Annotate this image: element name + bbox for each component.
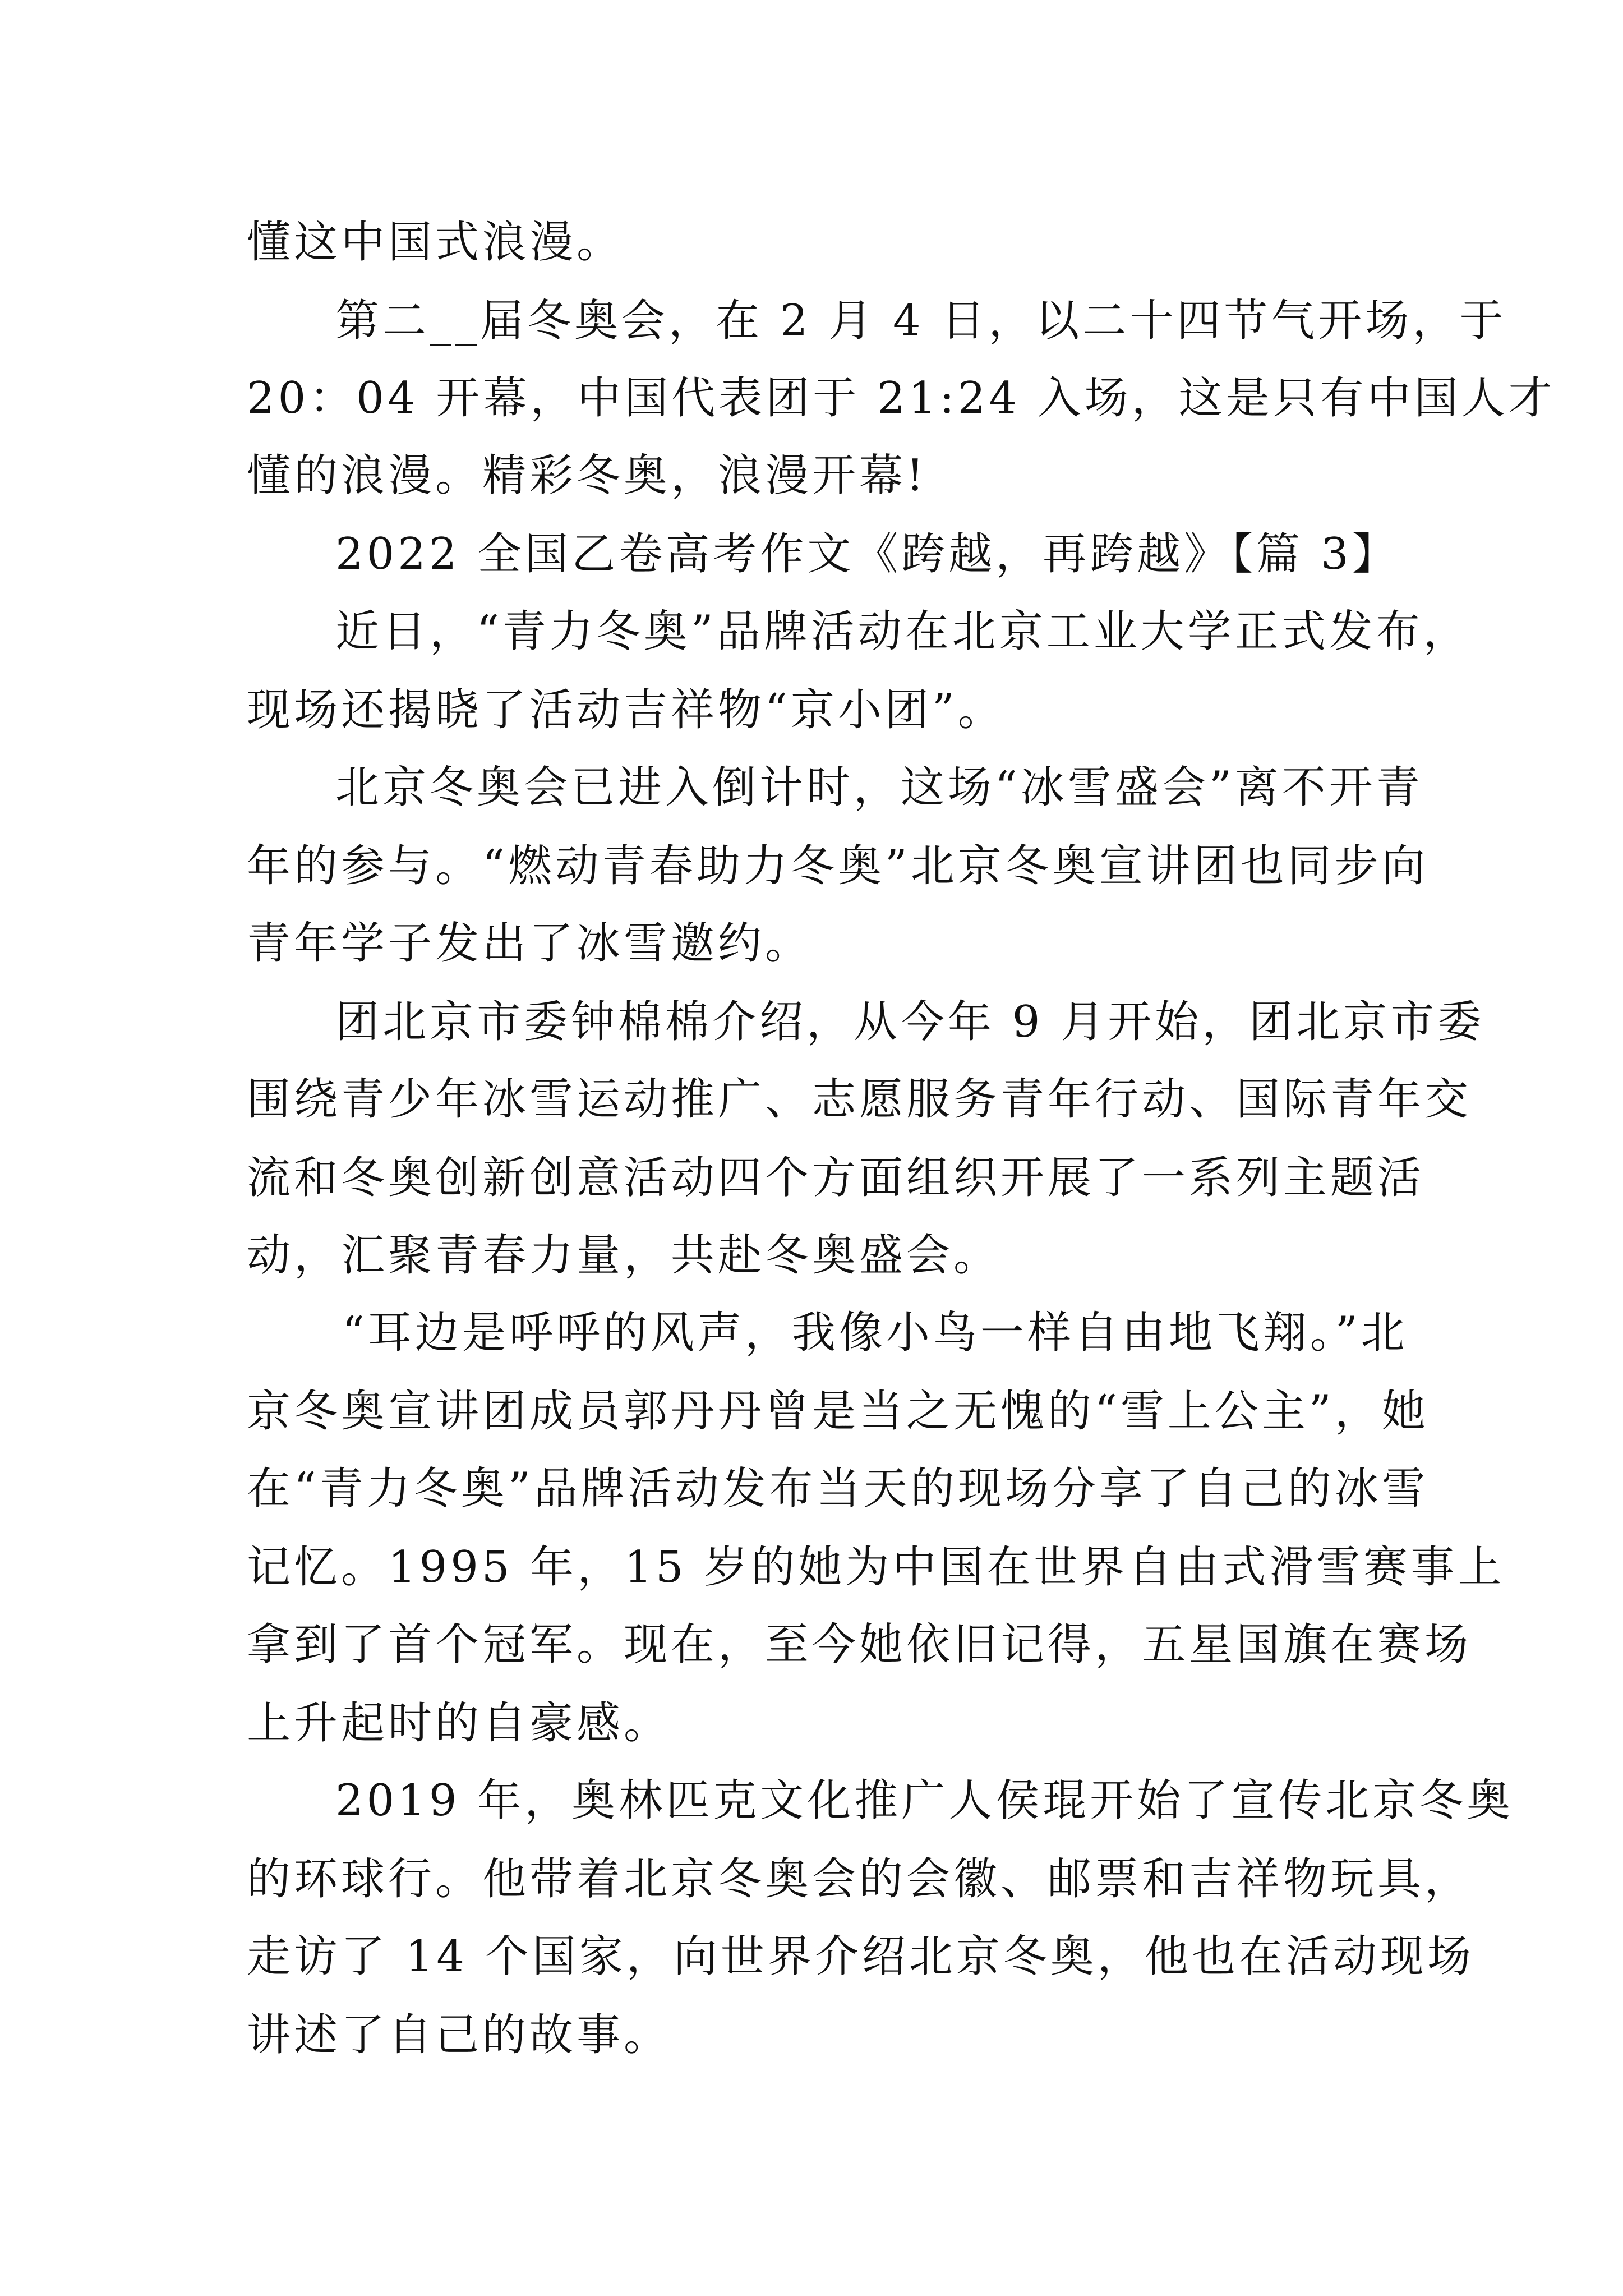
text-line: 团北京市委钟棉棉介绍，从今年 9 月开始，团北京市委 (335, 997, 1485, 1047)
text-line: 讲述了自己的故事。 (247, 2010, 671, 2060)
text-line: 记忆。1995 年，15 岁的她为中国在世界自由式滑雪赛事上 (247, 1542, 1505, 1593)
text-line: 近日，“青力冬奥”品牌活动在北京工业大学正式发布， (335, 606, 1470, 657)
text-line: 在“青力冬奥”品牌活动发布当天的现场分享了自己的冰雪 (247, 1464, 1429, 1514)
text-line: 的环球行。他带着北京冬奥会的会徽、邮票和吉祥物玩具， (247, 1854, 1472, 1904)
text-line: “耳边是呼呼的风声，我像小鸟一样自由地飞翔。”北 (342, 1308, 1408, 1358)
text-line: 京冬奥宣讲团成员郭丹丹曾是当之无愧的“雪上公主”，她 (247, 1386, 1429, 1437)
text-line: 懂的浪漫。精彩冬奥，浪漫开幕! (247, 450, 928, 501)
text-line: 青年学子发出了冰雪邀约。 (247, 918, 813, 969)
text-line: 2019 年，奥林匹克文化推广人侯琨开始了宣传北京冬奥 (335, 1775, 1514, 1826)
text-line: 走访了 14 个国家，向世界介绍北京冬奥，他也在活动现场 (247, 1931, 1474, 1982)
text-line: 第二__届冬奥会，在 2 月 4 日，以二十四节气开场，于 (335, 296, 1507, 346)
text-line: 懂这中国式浪漫。 (247, 217, 624, 268)
text-line: 20：04 开幕，中国代表团于 21:24 入场，这是只有中国人才 (247, 373, 1556, 424)
text-line: 现场还揭晓了活动吉祥物“京小团”。 (247, 685, 1005, 735)
text-line: 年的参与。“燃动青春助力冬奥”北京冬奥宣讲团也同步向 (247, 841, 1429, 891)
text-line: 围绕青少年冰雪运动推广、志愿服务青年行动、国际青年交 (247, 1074, 1472, 1125)
text-line: 北京冬奥会已进入倒计时，这场“冰雪盛会”离不开青 (335, 762, 1423, 813)
text-line: 上升起时的自豪感。 (247, 1698, 671, 1749)
text-line: 流和冬奥创新创意活动四个方面组织开展了一系列主题活 (247, 1153, 1425, 1203)
section-heading: 2022 全国乙卷高考作文《跨越，再跨越》【篇 3】 (335, 529, 1399, 579)
text-line: 拿到了首个冠军。现在，至今她依旧记得，五星国旗在赛场 (247, 1619, 1472, 1670)
text-line: 动，汇聚青春力量，共赴冬奥盛会。 (247, 1230, 1001, 1281)
